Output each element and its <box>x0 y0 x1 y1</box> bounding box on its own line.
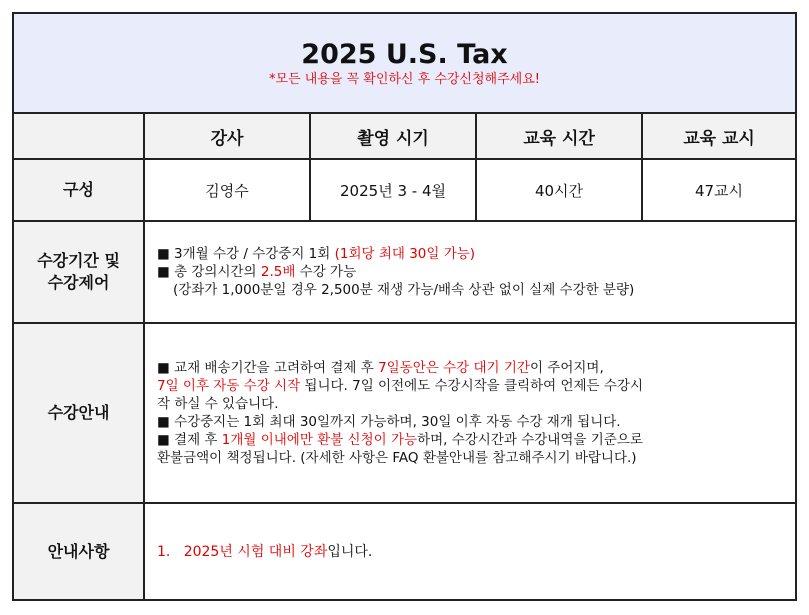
period-label <box>13 221 144 323</box>
guide-highlight: 7일동안은 수강 대기 기간 <box>378 360 530 376</box>
course-info-table <box>12 12 797 601</box>
notice-label: 안내사항 <box>13 503 144 600</box>
guide-text: 됩니다. 7일 이전에도 수강시작을 클릭하여 언제든 수강시 <box>300 378 643 394</box>
notice-content <box>144 503 796 600</box>
period-text: 수강 가능 <box>295 264 357 280</box>
period-highlight: (1회당 최대 30일 가능) <box>334 246 476 262</box>
filming-value: 2025년 3 - 4월 <box>310 159 476 221</box>
period-label-line1: 수강기간 및 <box>37 251 120 270</box>
guide-text: 하며, 수강시간과 수강내역을 기준으로 <box>417 432 643 448</box>
guide-line-4: ■ 수강중지는 1회 최대 30일까지 가능하며, 30일 이후 자동 수강 재개 됩니다. <box>157 414 621 430</box>
period-content <box>144 221 796 323</box>
notice-line-1 <box>157 543 787 561</box>
course-info-table-wrapper <box>12 12 795 601</box>
period-highlight: 2.5배 <box>260 264 296 280</box>
guide-text: 이 주어지며, <box>529 360 604 376</box>
guide-text: ■ 결제 후 <box>157 432 222 448</box>
header-sessions: 교육 교시 <box>642 113 796 159</box>
header-filming: 촬영 시기 <box>310 113 476 159</box>
guide-line-2 <box>157 377 787 395</box>
guide-line-6: 환불금액이 책정됩니다. (자세한 사항은 FAQ 환불안내를 참고해주시기 바랍니다.) <box>157 450 637 466</box>
guide-line-5 <box>157 431 787 449</box>
instructor-value: 김영수 <box>144 159 310 221</box>
period-line-2 <box>157 263 787 281</box>
guide-highlight: 1개월 이내에만 환불 신청이 가능 <box>221 432 418 448</box>
period-text: ■ 총 강의시간의 <box>157 264 261 280</box>
guide-highlight: 7일 이후 자동 수강 시작 <box>157 378 301 394</box>
period-line-1 <box>157 245 787 263</box>
sessions-value: 47교시 <box>642 159 796 221</box>
hours-value: 40시간 <box>476 159 642 221</box>
header-instructor: 강사 <box>144 113 310 159</box>
period-text: ■ 3개월 수강 / 수강중지 1회 <box>157 246 335 262</box>
page-title: 2025 U.S. Tax <box>301 39 508 70</box>
guide-text: ■ 교재 배송기간을 고려하여 결제 후 <box>157 360 379 376</box>
subtitle-notice: *모든 내용을 꼭 확인하신 후 수강신청해주세요! <box>269 72 540 87</box>
title-cell <box>13 13 796 113</box>
composition-label: 구성 <box>13 159 144 221</box>
header-hours: 교육 시간 <box>476 113 642 159</box>
guide-line-1 <box>157 359 787 377</box>
header-blank <box>13 113 144 159</box>
notice-highlight: 1. 2025년 시험 대비 강좌 <box>157 543 328 560</box>
period-line-3: (강좌가 1,000분일 경우 2,500분 재생 가능/배속 상관 없이 실제 수강한 분량) <box>173 282 635 298</box>
guide-line-3: 작 하실 수 있습니다. <box>157 396 279 412</box>
guide-label: 수강안내 <box>13 323 144 503</box>
period-label-line2: 수강제어 <box>47 273 110 292</box>
notice-text: 입니다. <box>327 543 373 560</box>
guide-content <box>144 323 796 503</box>
